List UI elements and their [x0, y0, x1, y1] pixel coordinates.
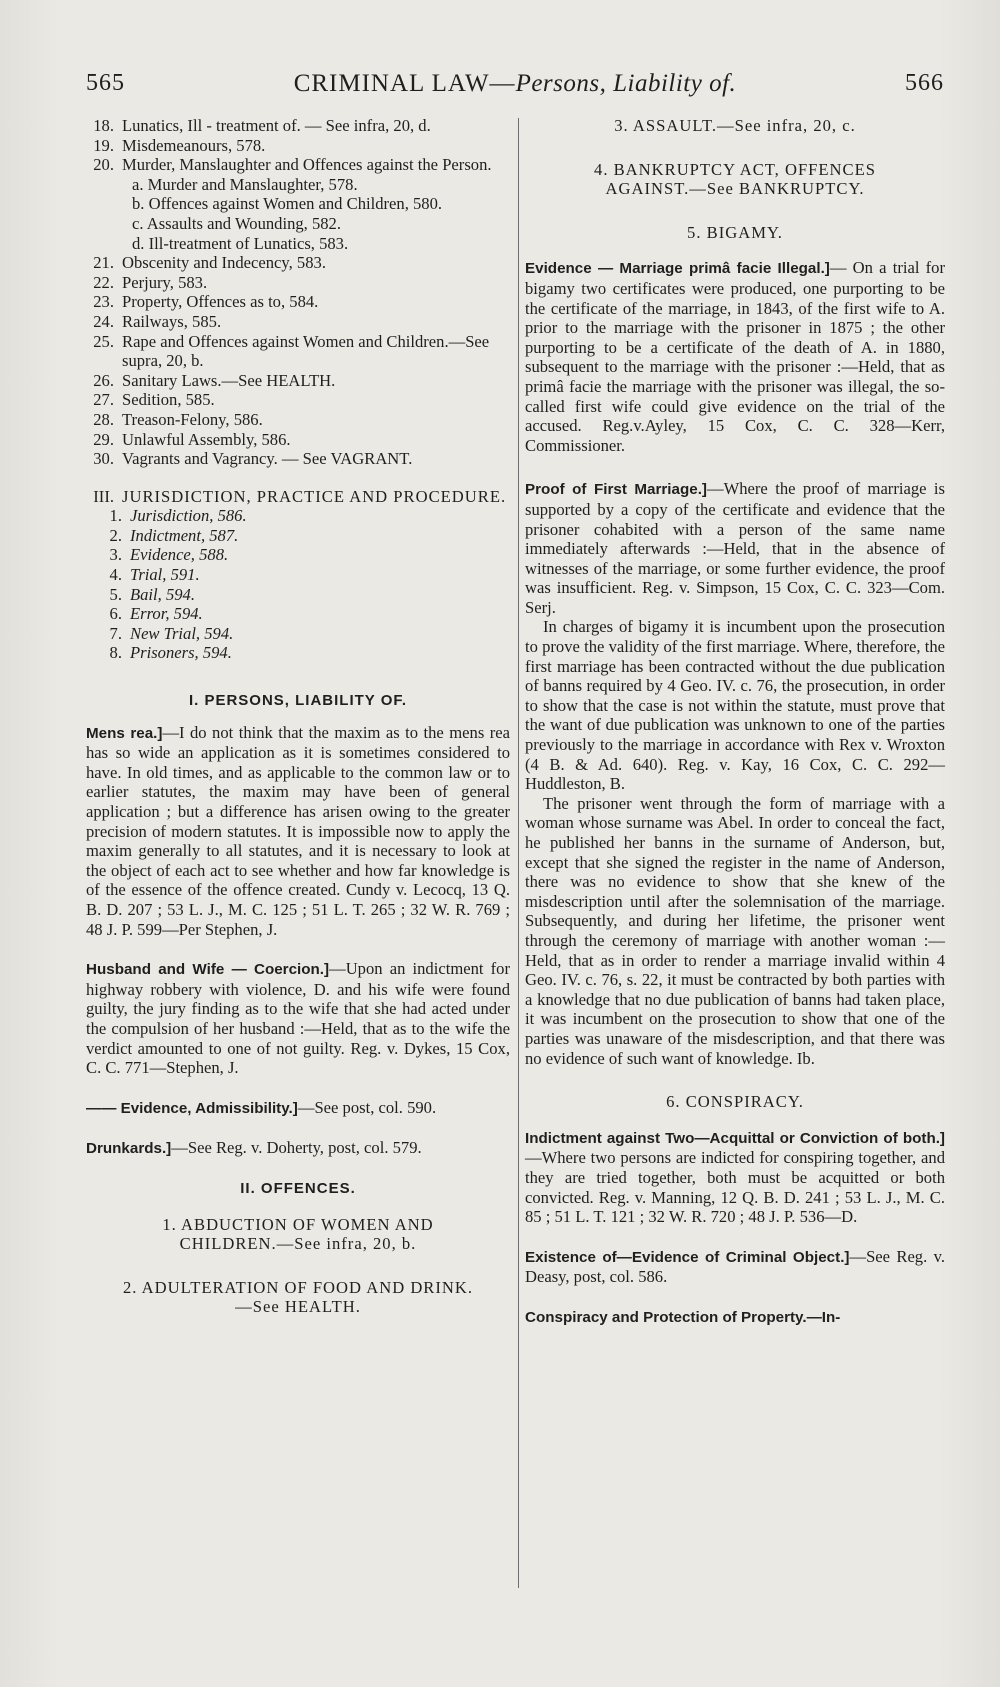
- paragraph-lead: —— Evidence, Admissibility.]: [86, 1099, 298, 1117]
- toc-text: Trial, 591.: [130, 565, 200, 585]
- paragraph-bigamy-evidence: [525, 258, 945, 455]
- toc-number: 24.: [93, 311, 114, 331]
- paragraph-lead: Proof of First Marriage.]: [525, 481, 707, 499]
- paragraph-lead: Conspiracy and Protection of Property.—In-: [525, 1308, 841, 1326]
- toc-number: 6.: [109, 604, 122, 624]
- toc-subentry: a. Murder and Manslaughter, 578.: [132, 174, 358, 194]
- toc-text: Unlawful Assembly, 586.: [122, 429, 291, 449]
- toc-subentry: d. Ill-treatment of Lunatics, 583.: [132, 233, 349, 253]
- toc-text: Lunatics, Ill - treatment of. — See infra, 20, d.: [122, 116, 431, 135]
- toc-entry: [86, 390, 510, 410]
- toc-number: 25.: [93, 331, 114, 351]
- toc-text: Bail, 594.: [130, 584, 195, 604]
- toc-entry: [86, 430, 510, 450]
- toc-number: 26.: [93, 370, 114, 390]
- toc-number: 8.: [109, 643, 122, 663]
- paragraph-charges-bigamy: In charges of bigamy it is incumbent upon the prosecution to prove the validity of the first marriage. Where, therefore, the first marriage has been contracted without the due publication of banns required by 4 Geo. IV. c. 76, the prosecution, in order to show that the case is not within the statute, must prove that the want of due publication was unknown to one of the parties previously to the marriage in accordance with Rex v. Wroxton (4 B. & Ad. 640). Reg. v. Kay, 16 Cox, C. C. 292—Huddleston, B.: [525, 617, 945, 794]
- toc-entry: [86, 332, 510, 371]
- toc-text: Jurisdiction, 586.: [130, 506, 247, 526]
- subsection-heading-abduction: 1. ABDUCTION OF WOMEN AND CHILDREN.—See infra, 20, b.: [162, 1214, 434, 1254]
- paragraph-body: —See post, col. 590.: [297, 1097, 437, 1117]
- running-header: [86, 70, 944, 110]
- toc-text: Railways, 585.: [122, 311, 222, 331]
- toc-text: Property, Offences as to, 584.: [122, 292, 319, 312]
- toc-entry: [86, 565, 510, 585]
- toc-entry: [86, 410, 510, 430]
- right-column-number: 566: [905, 70, 944, 96]
- toc-number: 27.: [93, 390, 114, 410]
- part-title: JURISDICTION, PRACTICE AND PROCEDURE.: [122, 486, 507, 506]
- running-title-italic: Persons, Liability of.: [515, 70, 737, 97]
- toc-entry: [86, 449, 510, 469]
- paragraph-lead: Drunkards.]: [86, 1140, 172, 1158]
- toc-part-III-heading: [86, 487, 510, 507]
- toc-entry: [86, 273, 510, 293]
- paragraph-body: —Where the proof of marriage is supported by a copy of the certificate and evidence that the prisoner cohabited with a person of the same name immediately afterwards :—Held, that in the absence of witnesses of the marriage, or some further evidence, the proof was insufficient. Reg. v. Simpson, 15 Cox, C. C. 323—Com. Serj.: [525, 479, 945, 617]
- paragraph-evidence-admissibility: [86, 1098, 510, 1119]
- toc-entry: [86, 526, 510, 546]
- paragraph-lead: Existence of—Evidence of Criminal Object.]: [525, 1248, 850, 1266]
- toc-number: 30.: [93, 449, 114, 469]
- paragraph-proof-first-marriage: [525, 479, 945, 617]
- toc-subentry: c. Assaults and Wounding, 582.: [132, 213, 342, 233]
- toc-number: 4.: [109, 565, 122, 585]
- toc-text: Treason-Felony, 586.: [122, 409, 263, 429]
- paragraph-lead: Indictment against Two—Acquittal or Conviction of both.]: [525, 1129, 945, 1147]
- toc-text: Prisoners, 594.: [130, 643, 232, 663]
- toc-entry: [86, 585, 510, 605]
- part-number: III.: [93, 486, 114, 506]
- paragraph-husband-wife: [86, 959, 510, 1078]
- toc-number: 29.: [93, 429, 114, 449]
- toc-offences-b: [86, 253, 510, 469]
- section-heading-offences: II. OFFENCES.: [240, 1179, 356, 1197]
- toc-number: 22.: [93, 272, 114, 292]
- running-title: [86, 70, 944, 98]
- toc-text: Sanitary Laws.—See HEALTH.: [122, 370, 336, 390]
- subsection-heading-bigamy: 5. BIGAMY.: [687, 222, 783, 242]
- toc-number: 21.: [93, 253, 114, 273]
- toc-entry: [86, 506, 510, 526]
- paragraph-lead: Husband and Wife — Coercion.]: [86, 961, 330, 979]
- toc-entry: [86, 253, 510, 273]
- paragraph-indictment-two: [525, 1128, 945, 1227]
- paragraph-body: —Where two persons are indicted for conspiring together, and they are tried together, both must be acquitted or both convicted. Reg. v. Manning, 12 Q. B. D. 241 ; 53 L. J., M. C. 85 ; 51 L. T. 121 ; 32 W. R. 720 ; 48 J. P. 536—D.: [525, 1148, 945, 1227]
- paragraph-protection-property: [525, 1307, 945, 1328]
- left-column: [86, 116, 510, 1317]
- toc-procedure: [86, 506, 510, 663]
- paragraph-lead: Evidence — Marriage primâ facie Illegal.]: [525, 260, 830, 278]
- toc-entry: [86, 624, 510, 644]
- toc-entry: [86, 292, 510, 312]
- toc-text: Indictment, 587.: [130, 525, 239, 545]
- toc-number: 20.: [93, 155, 114, 175]
- toc-text: New Trial, 594.: [130, 623, 234, 643]
- paragraph-lead: Mens rea.]: [86, 724, 163, 742]
- toc-offences-continued: [86, 116, 510, 175]
- toc-text: Evidence, 588.: [130, 545, 229, 565]
- paragraph-prisoner-abel: The prisoner went through the form of marriage with a woman whose surname was Abel. In order to conceal the fact, he published her banns in the surname of Anderson, but, except that she signed the register in the name of Anderson, there was no evidence to show that she knew of the misdescription until after the solemnisation of the marriage. Subsequently, and during her lifetime, the prisoner went through the ceremony of marriage with another woman :—Held, that as in order to render a marriage invalid within 4 Geo. IV. c. 76, s. 22, it must be contracted by both parties with a knowledge that no due publication of banns had taken place, it was incumbent on the prosecution to show that one of the parties was unaware of the misdescription, and that there was no evidence of such want of knowledge. Ib.: [525, 793, 945, 1068]
- toc-number: 5.: [109, 584, 122, 604]
- toc-subentry: b. Offences against Women and Children, 580.: [132, 194, 443, 214]
- toc-entry: [86, 136, 510, 156]
- toc-text: Sedition, 585.: [122, 390, 215, 410]
- toc-number: 3.: [109, 545, 122, 565]
- running-title-main: CRIMINAL LAW—: [293, 70, 516, 97]
- toc-text: Rape and Offences against Women and Children.—See supra, 20, b.: [122, 331, 490, 371]
- toc-entry: [86, 643, 510, 663]
- subsection-heading-conspiracy: 6. CONSPIRACY.: [666, 1092, 804, 1112]
- subsection-heading-assault: 3. ASSAULT.—See infra, 20, c.: [614, 116, 856, 135]
- toc-entry: [86, 604, 510, 624]
- toc-entry: [86, 371, 510, 391]
- paragraph-body: —Upon an indictment for highway robbery with violence, D. and his wife were found guilty, the jury finding as to the wife that she had acted under the compulsion of her husband :—Held, that as to the wife the verdict amounted to one of not guilty. Reg. v. Dykes, 15 Cox, C. C. 771—Stephen, J.: [86, 959, 510, 1078]
- toc-text: Error, 594.: [130, 604, 203, 624]
- toc-entry: [86, 116, 510, 136]
- toc-text: Murder, Manslaughter and Offences against the Person.: [122, 155, 492, 175]
- toc-entry: [86, 312, 510, 332]
- paragraph-body: — On a trial for bigamy two certificates were produced, one purporting to be the certificate of the marriage, in 1843, of the first wife to A. prior to the marriage with the prisoner in 1875 ; the other purporting to be a certificate of the death of A. in 1880, subsequent to the marriage with the prisoner :—Held, that as primâ facie the marriage with the prisoner was illegal, the so-called first wife could give evidence on the trial of the accused. Reg.v.Ayley, 15 Cox, C. C. 328—Kerr, Commissioner.: [525, 258, 946, 455]
- toc-text: Misdemeanours, 578.: [122, 135, 266, 155]
- section-heading-persons-liability: I. PERSONS, LIABILITY OF.: [188, 692, 408, 710]
- paragraph-body: —See Reg. v. Doherty, post, col. 579.: [171, 1138, 422, 1158]
- paragraph-body: —I do not think that the maxim as to the mens rea has so wide an application as it is sometimes considered to have. In old times, and as applicable to the common law or to earlier statutes, the maxim may have been of general application ; but a difference has arisen owing to the greater precision of modern statutes. It is impossible now to apply the maxim generally to all statutes, and it is necessary to look at the object of each act to see whether and how far knowledge is of the essence of the offence created. Cundy v. Lecocq, 13 Q. B. D. 207 ; 53 L. J., M. C. 125 ; 51 L. T. 265 ; 32 W. R. 769 ; 48 J. P. 599—Per Stephen, J.: [86, 722, 510, 939]
- toc-entry: [86, 155, 510, 175]
- paragraph-mens-rea: [86, 723, 510, 940]
- toc-number: 2.: [109, 525, 122, 545]
- toc-number: 7.: [109, 623, 122, 643]
- toc-text: Vagrants and Vagrancy. — See VAGRANT.: [122, 449, 413, 469]
- column-rule: [518, 118, 519, 1588]
- left-column-number: 565: [86, 70, 125, 96]
- toc-text: Obscenity and Indecency, 583.: [122, 253, 326, 273]
- toc-number: 18.: [93, 116, 114, 135]
- toc-entry: [86, 545, 510, 565]
- paragraph-body: —See Reg. v. Deasy, post, col. 586.: [525, 1246, 945, 1287]
- toc-number: 1.: [109, 506, 122, 526]
- paragraph-drunkards: [86, 1138, 510, 1159]
- paragraph-existence-criminal-object: [525, 1247, 945, 1287]
- toc-number: 19.: [93, 135, 114, 155]
- subsection-heading-bankruptcy: 4. BANKRUPTCY ACT, OFFENCES AGAINST.—See BANKRUPTCY.: [594, 159, 876, 199]
- right-column: [525, 116, 945, 1327]
- toc-text: Perjury, 583.: [122, 272, 208, 292]
- subsection-heading-adulteration: 2. ADULTERATION OF FOOD AND DRINK.—See HEALTH.: [122, 1277, 474, 1317]
- toc-number: 28.: [93, 409, 114, 429]
- toc-number: 23.: [93, 292, 114, 312]
